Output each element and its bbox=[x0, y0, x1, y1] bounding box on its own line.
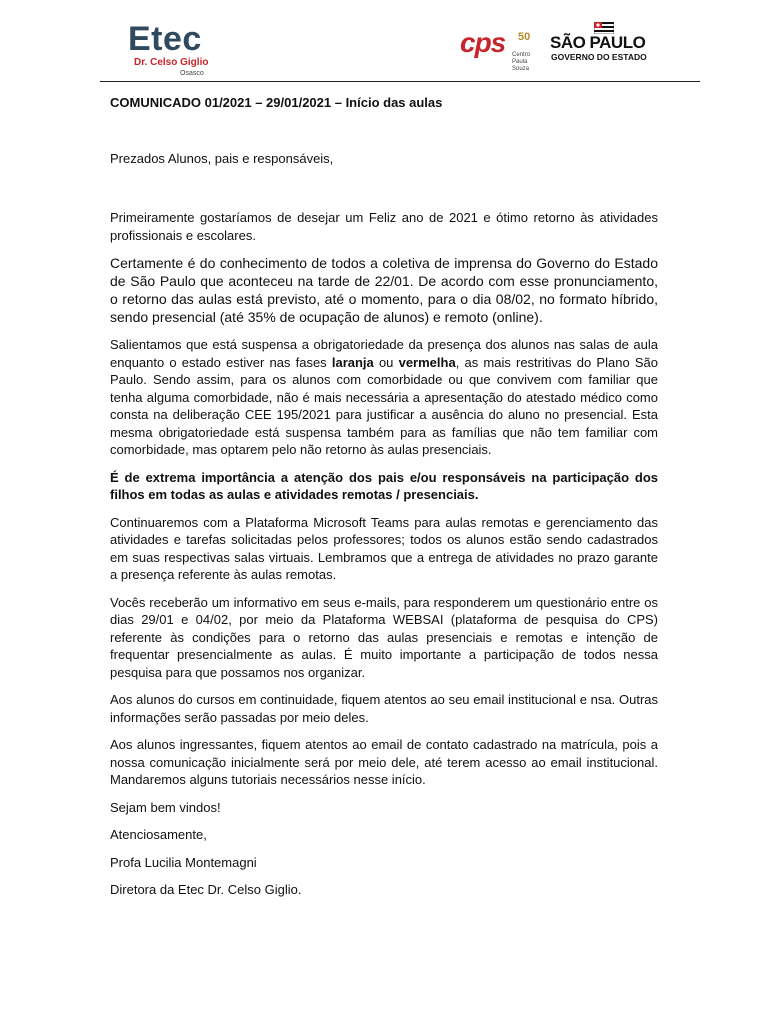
phase-red: vermelha bbox=[398, 354, 456, 370]
letter-welcome: Sejam bem vindos! bbox=[110, 799, 221, 815]
letterhead bbox=[0, 0, 768, 82]
letter-title: COMUNICADO 01/2021 – 29/01/2021 – Início das aulas bbox=[110, 95, 443, 110]
sao-paulo-logo bbox=[550, 22, 654, 66]
paragraph-continuing-students: Aos alunos do cursos em continuidade, fiquem atentos ao seu email institucional e nsa. Outras informações serão passadas por meio deles. bbox=[110, 692, 658, 725]
cps-logo bbox=[460, 27, 542, 72]
cps-logo-word: cps bbox=[460, 27, 506, 58]
etec-logo bbox=[128, 22, 228, 78]
paragraph-press-conference: Certamente é do conhecimento de todos a coletiva de imprensa do Governo do Estado de São Paulo que aconteceu na tarde de 22/01. De acordo com esse pronunciamento, o retorno das aulas está previsto, até o momento, para o dia 08/02, no formato híbrido, sendo presencial (até 35% de ocupação de alunos) e remoto (online). bbox=[110, 255, 658, 325]
cps-logo-anniversary: 50 bbox=[518, 31, 531, 43]
letter-body bbox=[110, 94, 658, 909]
cps-logo-subtitle: Centro Paula Souza bbox=[512, 52, 531, 72]
letter-salutation: Prezados Alunos, pais e responsáveis, bbox=[110, 150, 334, 166]
header-divider bbox=[100, 81, 700, 82]
etec-logo-city: Osasco bbox=[180, 70, 204, 77]
phase-orange: laranja bbox=[331, 354, 374, 370]
paragraph-parent-attention: É de extrema importância a atenção dos pais e/ou responsáveis na participação dos filhos em todas as aulas e atividades remotas / presenciais. bbox=[110, 469, 658, 502]
paragraph-attendance-text-3: , as mais restritivas do Plano São Paulo. Sendo assim, para os alunos com comorbidade ou que convivem com familiar que tenha alguma comorbidade, não é mais necessária a apresentação do atestado médico como consta na deliberação CEE 195/2021 para justificar a ausência do aluno no presencial. Esta mesma obrigatoriedade está suspensa também para as famílias que não tem familiar com comorbidade, mas optarem pelo não retorno às aulas presenciais. bbox=[110, 354, 658, 457]
paragraph-teams-platform: Continuaremos com a Plataforma Microsoft Teams para aulas remotas e gerenciamento das atividades e tarefas solicitadas pelos professores; todos os alunos estão sendo cadastrados em suas respectivas salas virtuais. Lembramos que a entrega de atividades no prazo garante a presença referente às aulas remotas. bbox=[110, 514, 658, 582]
signer-role: Diretora da Etec Dr. Celso Giglio. bbox=[110, 882, 302, 897]
etec-logo-word: Etec bbox=[128, 20, 202, 58]
sao-paulo-logo-word: SÃO PAULO bbox=[550, 33, 646, 52]
etec-logo-subtitle: Dr. Celso Giglio bbox=[134, 57, 209, 68]
paragraph-websai-survey: Vocês receberão um informativo em seus e-mails, para responderem um questionário entre os dias 29/01 e 04/02, por meio da Plataforma WEBSAI (plataforma de pesquisa do CPS) referente às condições para o retorno das aulas presenciais e remotas e intenção de frequentar presencialmente as aulas. É muito importante a participação de todos nessa pesquisa para que possamos nos organizar. bbox=[110, 594, 658, 680]
letter-closing: Atenciosamente, bbox=[110, 827, 207, 842]
paragraph-attendance-text-1: Salientamos que está suspensa a obrigatoriedade da presença dos alunos nas salas de aula enquanto o estado estiver nas fases bbox=[110, 337, 658, 370]
paragraph-new-students: Aos alunos ingressantes, fiquem atentos ao email de contato cadastrado na matrícula, pois a nossa comunicação inicialmente será por meio dele, até terem acesso ao email institucional. Mandaremos alguns tutoriais necessários nesse início. bbox=[110, 737, 658, 787]
paragraph-attendance-suspension bbox=[110, 336, 658, 459]
signer-name: Profa Lucilia Montemagni bbox=[110, 854, 257, 870]
paragraph-greeting: Primeiramente gostaríamos de desejar um Feliz ano de 2021 e ótimo retorno às atividades profissionais e escolares. bbox=[110, 210, 658, 243]
sao-paulo-logo-subtitle: GOVERNO DO ESTADO bbox=[551, 52, 647, 62]
paragraph-attendance-text-2: ou bbox=[373, 354, 399, 370]
